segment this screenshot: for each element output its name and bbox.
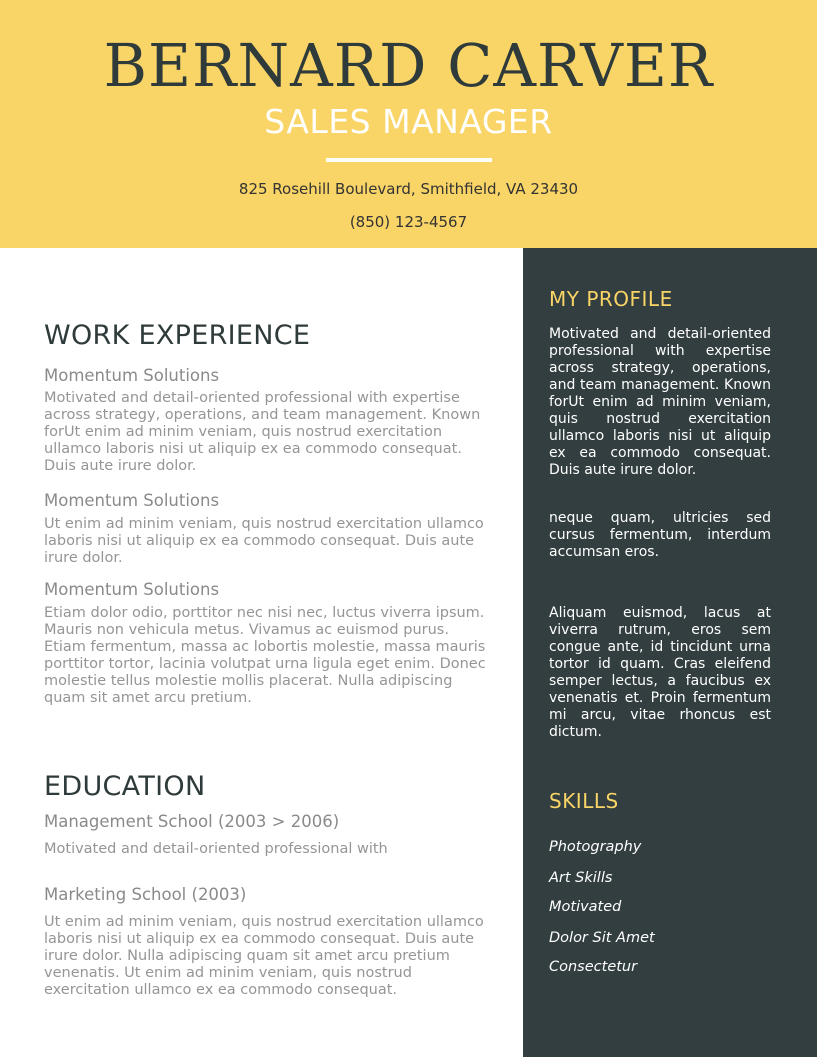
skill-item: Motivated	[549, 899, 622, 915]
candidate-name: BERNARD CARVER	[103, 31, 714, 100]
job-description: Ut enim ad minim veniam, quis nostrud exercitation ullamco laboris nisi ut aliquip ex ea commodo consequat. Duis aute irure dolor.	[44, 516, 484, 566]
header-divider	[326, 158, 492, 162]
school-name: Management School (2003 > 2006)	[44, 812, 340, 831]
address: 825 Rosehill Boulevard, Smithfield, VA 23430	[238, 180, 579, 198]
school-description: Motivated and detail-oriented professional with	[44, 841, 388, 857]
profile-paragraph: Aliquam euismod, lacus at viverra rutrum, eros sem congue ante, id tincidunt urna tortor id quam. Cras eleifend semper lectus, a faucibus ex venenatis et. Proin fermentum mi arcu, vitae rhoncus est dictum.	[549, 605, 771, 740]
skill-item: Photography	[549, 839, 642, 855]
job-company: Momentum Solutions	[44, 366, 220, 385]
education-heading: EDUCATION	[44, 771, 206, 802]
skills-heading: SKILLS	[549, 789, 619, 813]
job-company: Momentum Solutions	[44, 580, 220, 599]
school-name: Marketing School (2003)	[44, 885, 247, 904]
job-title: SALES MANAGER	[264, 102, 553, 141]
job-description: Motivated and detail-oriented professional with expertise across strategy, operations, and team management. Known forUt enim ad minim veniam, quis nostrud exercitation ullamco laboris nisi ut aliquip ex ea commodo consequat. Duis aute irure dolor.	[44, 390, 481, 474]
profile-heading: MY PROFILE	[549, 287, 673, 311]
profile-paragraph: neque quam, ultricies sed cursus fermentum, interdum accumsan eros.	[549, 510, 771, 560]
resume-header	[0, 0, 817, 248]
phone-number: (850) 123-4567	[349, 213, 468, 231]
job-description: Etiam dolor odio, porttitor nec nisi nec, luctus viverra ipsum. Mauris non vehicula metus. Vivamus ac euismod purus. Etiam fermentum, massa ac lobortis molestie, massa mauris porttitor tortor, lacinia volutpat urna ligula eget enim. Donec molestie tellus molestie mollis placerat. Nulla adipiscing quam sit amet arcu pretium.	[44, 605, 486, 706]
skill-item: Art Skills	[549, 870, 613, 886]
skill-item: Consectetur	[549, 959, 638, 975]
job-company: Momentum Solutions	[44, 491, 220, 510]
skill-item: Dolor Sit Amet	[549, 930, 655, 946]
work-experience-heading: WORK EXPERIENCE	[44, 320, 311, 351]
profile-paragraph: Motivated and detail-oriented professional with expertise across strategy, operations, and team management. Known forUt enim ad minim veniam, quis nostrud exercitation ullamco laboris nisi ut aliquip ex ea commodo consequat. Duis aute irure dolor.	[549, 326, 771, 478]
school-description: Ut enim ad minim veniam, quis nostrud exercitation ullamco laboris nisi ut aliquip ex ea commodo consequat. Duis aute irure dolor. Nulla adipiscing quam sit amet arcu pretium venenatis. Ut enim ad minim veniam, quis nostrud exercitation ullamco ex ea commodo consequat.	[44, 914, 484, 998]
